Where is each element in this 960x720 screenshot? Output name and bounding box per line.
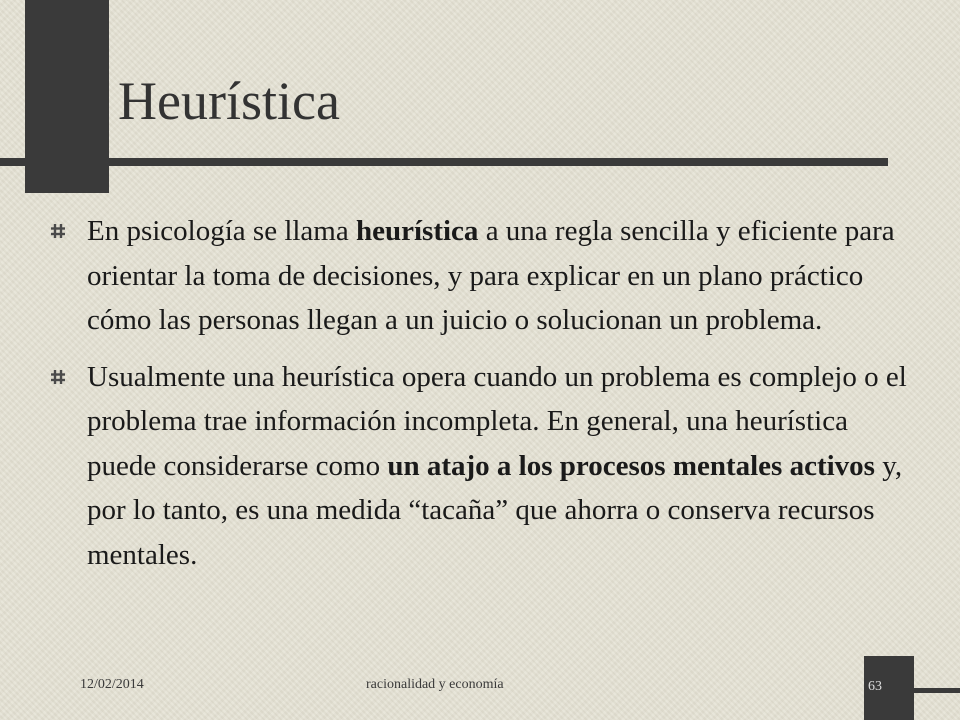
hash-bullet-icon <box>50 369 66 385</box>
text-segment-bold: heurística <box>356 215 479 247</box>
text-segment-bold: un atajo a los procesos mentales activos <box>387 449 875 482</box>
bullet-item <box>50 209 910 343</box>
hash-bullet-icon <box>50 223 66 239</box>
text-segment: a una regla sencilla y eficiente para orientar la toma de decisiones, y para explicar en un plano práctico cómo las personas llegan a un juicio o solucionan un problema. <box>87 215 895 336</box>
bullet-text <box>87 355 910 578</box>
title-underline-rule <box>0 158 888 166</box>
bullet-text <box>87 209 910 343</box>
footer-title: racionalidad y economía <box>366 677 504 692</box>
text-segment: Usualmente una heurística opera cuando un problema es complejo o el problema trae información incompleta. En general, una heurística puede considerarse como <box>87 360 907 482</box>
slide-title: Heurística <box>118 71 340 131</box>
page-number: 63 <box>868 679 882 694</box>
slide-content <box>50 209 910 589</box>
footer-date: 12/02/2014 <box>80 677 144 692</box>
text-segment: En psicología se llama <box>87 215 356 247</box>
bullet-item <box>50 355 910 578</box>
text-segment: y, por lo tanto, es una medida “tacaña” que ahorra o conserva recursos mentales. <box>87 449 903 571</box>
